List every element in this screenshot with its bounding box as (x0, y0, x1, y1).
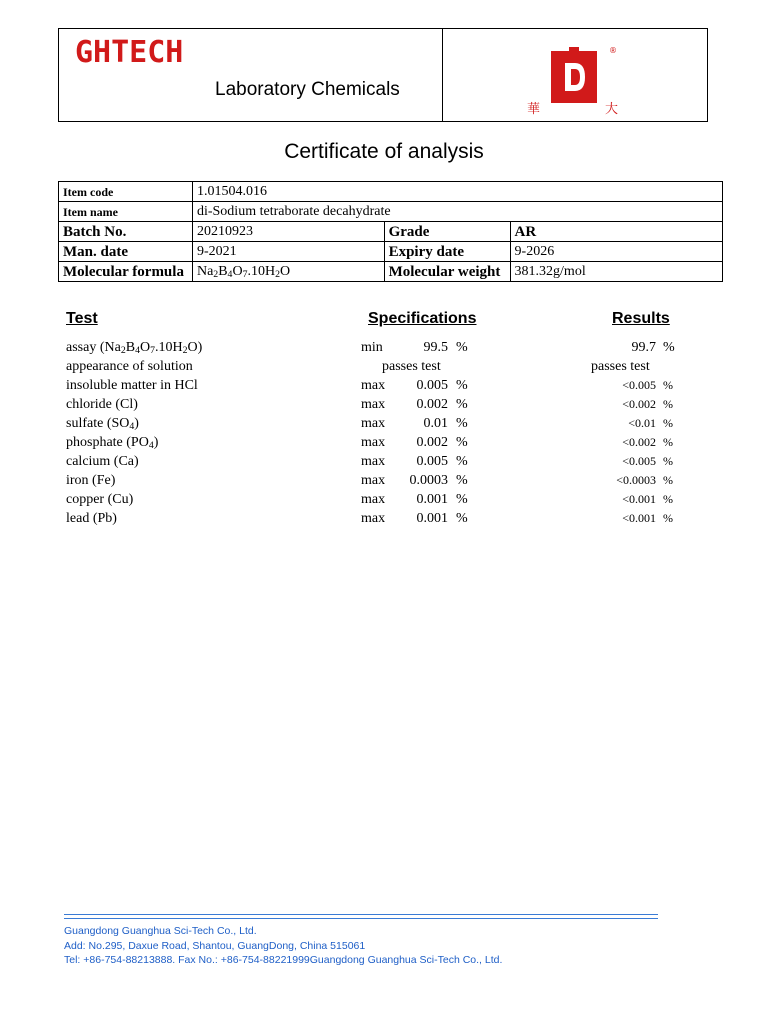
test-name: chloride (Cl) (66, 397, 138, 412)
test-spec-value: 99.5 (423, 340, 448, 355)
item-name-value: di-Sodium tetraborate decahydrate (192, 202, 722, 222)
footer-contact: Tel: +86-754-88213888. Fax No.: +86-754-88221999Guangdong Guanghua Sci-Tech Co., Ltd. (64, 954, 503, 966)
test-result-unit: % (663, 473, 673, 487)
brand-name: GHTECH (75, 35, 184, 70)
test-spec-unit: % (456, 378, 468, 393)
test-name: insoluble matter in HCl (66, 378, 198, 393)
test-spec-unit: % (456, 454, 468, 469)
test-spec-value: 0.01 (423, 416, 448, 431)
footer-rule (64, 918, 658, 919)
test-spec-unit: % (456, 511, 468, 526)
table-row (59, 202, 723, 222)
footer-rule (64, 914, 658, 915)
footer-address: Add: No.295, Daxue Road, Shantou, GuangDong, China 515061 (64, 939, 366, 952)
test-row (0, 471, 768, 490)
test-result-unit: % (663, 340, 675, 355)
test-row (0, 433, 768, 452)
test-name: phosphate $(PO_4)$ (66, 435, 159, 451)
test-spec-comparator: max (361, 473, 386, 488)
test-name: lead (Pb) (66, 511, 117, 526)
test-spec-unit: % (456, 416, 468, 431)
test-result-unit: % (663, 397, 673, 411)
test-spec-value: 0.005 (416, 454, 448, 469)
test-row (0, 509, 768, 528)
test-name: iron (Fe) (66, 473, 116, 488)
test-column-header: Test (66, 310, 98, 327)
grade-value: AR (510, 222, 722, 242)
formula-label: Molecular formula (59, 262, 193, 282)
test-spec-comparator: max (361, 492, 386, 507)
specifications-column-header: Specifications (368, 310, 477, 327)
table-row (59, 262, 723, 282)
formula-value: $Na_2B_4O_7.10H_2O$ (192, 262, 384, 282)
test-row (0, 452, 768, 471)
test-result-value: <0.01 (628, 416, 656, 430)
product-info-table (58, 181, 723, 282)
man-date-label: Man. date (59, 242, 193, 262)
test-spec-value: 0.005 (416, 378, 448, 393)
grade-label: Grade (384, 222, 510, 242)
test-result-value: 99.7 (631, 340, 656, 355)
header-divider (442, 29, 443, 121)
footer-company: Guangdong Guanghua Sci-Tech Co., Ltd. (64, 925, 257, 937)
batch-label: Batch No. (59, 222, 193, 242)
expiry-date-value: 9-2026 (510, 242, 722, 262)
svg-text:大: 大 (605, 102, 619, 117)
test-spec-comparator: max (361, 416, 386, 431)
test-spec-comparator: max (361, 511, 386, 526)
test-spec-comparator: max (361, 397, 386, 412)
test-result-unit: % (663, 378, 673, 392)
header-box (58, 28, 708, 122)
results-column-header: Results (612, 310, 670, 327)
test-spec-unit: % (456, 435, 468, 450)
test-name: sulfate $(SO_4)$ (66, 416, 139, 432)
test-name: assay $(Na_2B_4O_7.10H_2O)$ (66, 340, 203, 356)
test-result-text: passes test (591, 359, 650, 374)
test-result-value: <0.005 (622, 378, 656, 392)
document-title: Certificate of analysis (284, 140, 484, 163)
test-result-unit: % (663, 492, 673, 506)
test-spec-unit: % (456, 473, 468, 488)
test-row (0, 357, 768, 376)
test-result-unit: % (663, 416, 673, 430)
test-spec-comparator: max (361, 378, 386, 393)
svg-text:®: ® (609, 46, 617, 55)
test-result-value: <0.002 (622, 397, 656, 411)
footer (64, 924, 502, 968)
test-spec-unit: % (456, 340, 468, 355)
test-result-value: <0.005 (622, 454, 656, 468)
test-spec-comparator: max (361, 454, 386, 469)
weight-label: Molecular weight (384, 262, 510, 282)
table-row (59, 222, 723, 242)
test-result-value: <0.001 (622, 492, 656, 506)
test-spec-value: 0.002 (416, 435, 448, 450)
batch-value: 20210923 (192, 222, 384, 242)
table-row (59, 182, 723, 202)
test-spec-value: 0.0003 (409, 473, 448, 488)
test-spec-value: 0.002 (416, 397, 448, 412)
test-row (0, 490, 768, 509)
item-name-label: Item name (59, 202, 193, 222)
item-code-value: 1.01504.016 (192, 182, 722, 202)
test-spec-value: 0.001 (416, 511, 448, 526)
test-results-list (0, 338, 768, 528)
expiry-date-label: Expiry date (384, 242, 510, 262)
man-date-value: 9-2021 (192, 242, 384, 262)
test-result-value: <0.002 (622, 435, 656, 449)
svg-text:華: 華 (527, 102, 541, 117)
test-row (0, 395, 768, 414)
weight-value: 381.32g/mol (510, 262, 722, 282)
test-spec-comparator: min (361, 340, 383, 355)
test-result-unit: % (663, 454, 673, 468)
table-row (59, 242, 723, 262)
company-logo (521, 41, 631, 117)
test-name: copper (Cu) (66, 492, 134, 507)
test-spec-value: 0.001 (416, 492, 448, 507)
test-result-value: <0.0003 (616, 473, 656, 487)
test-result-unit: % (663, 511, 673, 525)
test-result-value: <0.001 (622, 511, 656, 525)
test-row (0, 414, 768, 433)
test-spec-unit: % (456, 397, 468, 412)
test-spec-unit: % (456, 492, 468, 507)
test-row (0, 376, 768, 395)
test-spec-text: passes test (382, 359, 441, 374)
test-name: appearance of solution (66, 359, 193, 374)
brand-subtitle: Laboratory Chemicals (215, 79, 400, 100)
test-name: calcium (Ca) (66, 454, 139, 469)
test-result-unit: % (663, 435, 673, 449)
test-row (0, 338, 768, 357)
item-code-label: Item code (59, 182, 193, 202)
test-spec-comparator: max (361, 435, 386, 450)
